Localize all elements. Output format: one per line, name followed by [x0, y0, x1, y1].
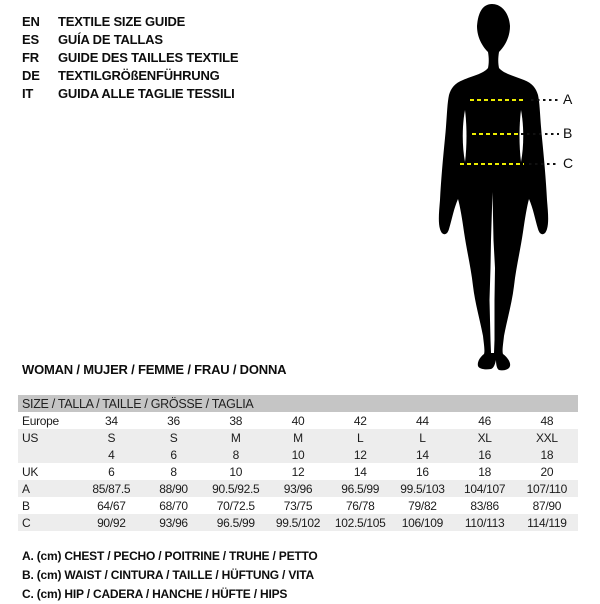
cell: 114/119: [516, 514, 578, 531]
marker-label-c: C: [563, 155, 574, 171]
language-code: FR: [22, 50, 39, 65]
row-label: UK: [22, 464, 39, 479]
cell: 12: [291, 464, 305, 479]
cell: S: [142, 429, 204, 446]
marker-label-a: A: [563, 91, 573, 107]
cell: 8: [170, 464, 177, 479]
cell: L: [391, 429, 453, 446]
cell: 93/96: [142, 514, 204, 531]
table-header-row: [18, 395, 578, 412]
cell: 70/72.5: [216, 498, 255, 513]
cell: 4: [80, 446, 142, 463]
cell: 96.5/99: [329, 480, 391, 497]
cell: 73/75: [283, 498, 313, 513]
cell: 18: [516, 446, 578, 463]
measurement-figure: [420, 0, 590, 378]
cell: 79/82: [408, 498, 437, 513]
cell: 6: [142, 446, 204, 463]
cell: 96.5/99: [205, 514, 267, 531]
language-code: ES: [22, 32, 39, 47]
cell: 87/90: [532, 498, 562, 513]
chest-leader-line: [531, 99, 559, 101]
language-code: EN: [22, 14, 40, 29]
cell: 107/110: [516, 480, 578, 497]
cell: 83/86: [470, 498, 499, 513]
cell: 99.5/103: [391, 480, 453, 497]
table-header-label: SIZE / TALLA / TAILLE / GRÖSSE / TAGLIA: [18, 395, 578, 412]
row-label: US: [18, 429, 80, 446]
legend-chest: A. (cm) CHEST / PECHO / POITRINE / TRUHE / PETTO: [22, 549, 318, 563]
waist-leader-line: [521, 133, 559, 135]
cell: 106/109: [391, 514, 453, 531]
row-label: C: [18, 514, 80, 531]
cell: M: [205, 429, 267, 446]
cell: 102.5/105: [329, 514, 391, 531]
hip-measure-line: [460, 163, 524, 165]
waist-measure-line: [472, 133, 518, 135]
cell: 90/92: [80, 514, 142, 531]
cell: 85/87.5: [80, 480, 142, 497]
measurement-legend: [22, 547, 318, 604]
cell: XL: [454, 429, 516, 446]
marker-label-b: B: [563, 125, 573, 141]
cell: 36: [167, 413, 180, 428]
row-label: Europe: [22, 413, 59, 428]
hip-leader-line: [529, 163, 557, 165]
cell: 64/67: [97, 498, 126, 513]
cell: 6: [108, 464, 115, 479]
language-title: TEXTILE SIZE GUIDE: [58, 14, 186, 29]
chest-measure-line: [470, 99, 524, 101]
cell: M: [267, 429, 329, 446]
table-row-europe: [18, 412, 578, 429]
cell: 93/96: [267, 480, 329, 497]
language-title: TEXTILGRÖßENFÜHRUNG: [58, 68, 220, 83]
row-label: B: [22, 498, 30, 513]
language-row: [22, 13, 238, 31]
cell: 14: [391, 446, 453, 463]
language-code: IT: [22, 86, 34, 101]
language-code: DE: [22, 68, 40, 83]
cell: 110/113: [454, 514, 516, 531]
cell: 10: [229, 464, 243, 479]
section-title: WOMAN / MUJER / FEMME / FRAU / DONNA: [22, 362, 287, 377]
cell: 88/90: [142, 480, 204, 497]
size-table: [18, 395, 578, 531]
cell: 16: [454, 446, 516, 463]
table-row-hip: [18, 514, 578, 531]
cell: 44: [416, 413, 429, 428]
cell: 10: [267, 446, 329, 463]
cell: 48: [540, 413, 554, 428]
language-row: [22, 67, 238, 85]
row-label: [18, 446, 80, 463]
cell: S: [80, 429, 142, 446]
language-row: [22, 31, 238, 49]
language-title: GUIDA ALLE TAGLIE TESSILI: [58, 86, 235, 101]
table-row-us-number: [18, 446, 578, 463]
cell: L: [329, 429, 391, 446]
cell: 20: [540, 464, 554, 479]
legend-hip: C. (cm) HIP / CADERA / HANCHE / HÜFTE / HIPS: [22, 587, 288, 601]
cell: 16: [416, 464, 429, 479]
language-title: GUÍA DE TALLAS: [58, 32, 163, 47]
table-row-waist: [18, 497, 578, 514]
legend-waist: B. (cm) WAIST / CINTURA / TAILLE / HÜFTUNG / VITA: [22, 568, 314, 582]
cell: 34: [104, 413, 118, 428]
language-row: [22, 49, 238, 67]
table-row-uk: [18, 463, 578, 480]
cell: 40: [291, 413, 305, 428]
cell: 14: [353, 464, 367, 479]
cell: 42: [353, 413, 367, 428]
cell: 68/70: [159, 498, 188, 513]
cell: 8: [205, 446, 267, 463]
cell: 76/78: [345, 498, 375, 513]
woman-silhouette-icon: [420, 0, 573, 375]
cell: 90.5/92.5: [205, 480, 267, 497]
cell: 104/107: [454, 480, 516, 497]
table-row-us-letter: [18, 429, 578, 446]
cell: 38: [229, 413, 243, 428]
cell: XXL: [516, 429, 578, 446]
cell: 12: [329, 446, 391, 463]
cell: 18: [478, 464, 492, 479]
table-row-chest: [18, 480, 578, 497]
cell: 99.5/102: [267, 514, 329, 531]
row-label: A: [18, 480, 80, 497]
language-row: [22, 85, 238, 103]
language-title: GUIDE DES TAILLES TEXTILE: [58, 50, 239, 65]
cell: 46: [478, 413, 492, 428]
language-list: [22, 13, 238, 103]
